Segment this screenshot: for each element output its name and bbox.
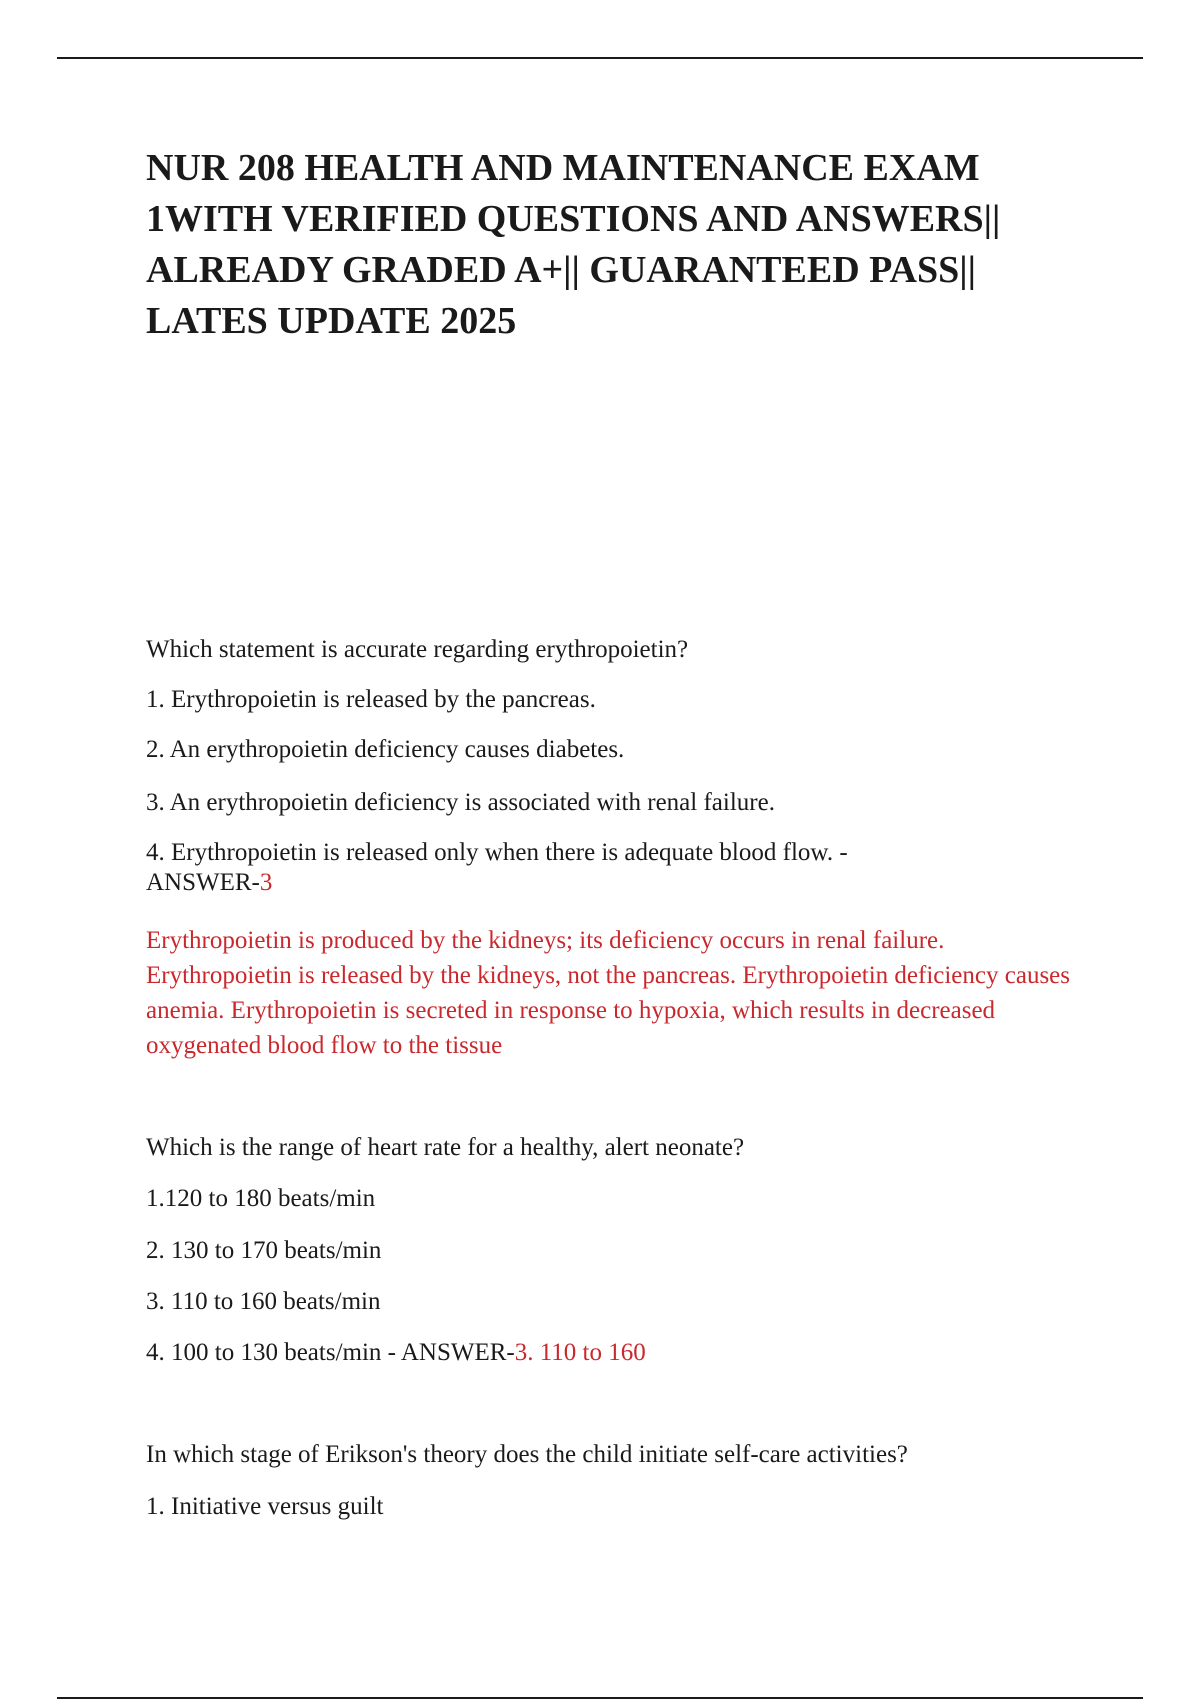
- document-title: NUR 208 HEALTH AND MAINTENANCE EXAM 1WITH VERIFIED QUESTIONS AND ANSWERS|| ALREADY GRADED A+|| GUARANTEED PASS|| LATES UPDATE 2025: [146, 147, 1001, 342]
- question-2-option-4: [146, 1338, 1076, 1368]
- question-1-option-4: [146, 838, 1076, 898]
- question-1-option-3: [146, 788, 1076, 818]
- question-3-option-1: [146, 1492, 1076, 1522]
- option-text: 2. An erythropoietin deficiency causes diabetes.: [146, 736, 625, 763]
- option-text: 1. Initiative versus guilt: [146, 1493, 384, 1520]
- question-text: Which is the range of heart rate for a healthy, alert neonate?: [146, 1134, 745, 1161]
- answer-line: [146, 868, 1076, 898]
- question-1-option-1: [146, 685, 1076, 715]
- question-2-option-1: [146, 1184, 1076, 1214]
- option-text: 2. 130 to 170 beats/min: [146, 1237, 382, 1264]
- option-text: 1.120 to 180 beats/min: [146, 1185, 376, 1212]
- option-text: 3. An erythropoietin deficiency is associated with renal failure.: [146, 789, 775, 816]
- question-1-explanation: [146, 923, 1076, 1063]
- question-text: In which stage of Erikson's theory does the child initiate self-care activities?: [146, 1441, 908, 1468]
- answer-line: [146, 1338, 1076, 1368]
- option-text: 4. Erythropoietin is released only when there is adequate blood flow. -: [146, 839, 848, 866]
- question-text: Which statement is accurate regarding erythropoietin?: [146, 636, 689, 663]
- question-1-option-2: [146, 735, 1076, 765]
- option-text: 4. 100 to 130 beats/min - ANSWER-: [146, 1339, 515, 1366]
- question-2-option-2: [146, 1236, 1076, 1266]
- top-divider: [57, 57, 1143, 59]
- question-block-2: [146, 1133, 1076, 1163]
- answer-label: ANSWER-: [146, 869, 260, 896]
- question-block-3: [146, 1440, 1076, 1470]
- explanation-text: Erythropoietin is produced by the kidneys; its deficiency occurs in renal failure. Erythropoietin is released by the kidneys, not the pancreas. Erythropoietin deficiency causes anemia. Erythropoietin is secreted in response to hypoxia, which results in decreased oxygenated blood flow to the tissue: [146, 927, 1070, 1059]
- question-block-1: [146, 635, 1076, 665]
- option-text: 3. 110 to 160 beats/min: [146, 1288, 381, 1315]
- answer-value: 3: [259, 869, 273, 896]
- question-2-option-3: [146, 1287, 1076, 1317]
- answer-value: 3. 110 to 160: [514, 1339, 646, 1366]
- bottom-divider: [57, 1697, 1143, 1699]
- option-text: 1. Erythropoietin is released by the pancreas.: [146, 686, 596, 713]
